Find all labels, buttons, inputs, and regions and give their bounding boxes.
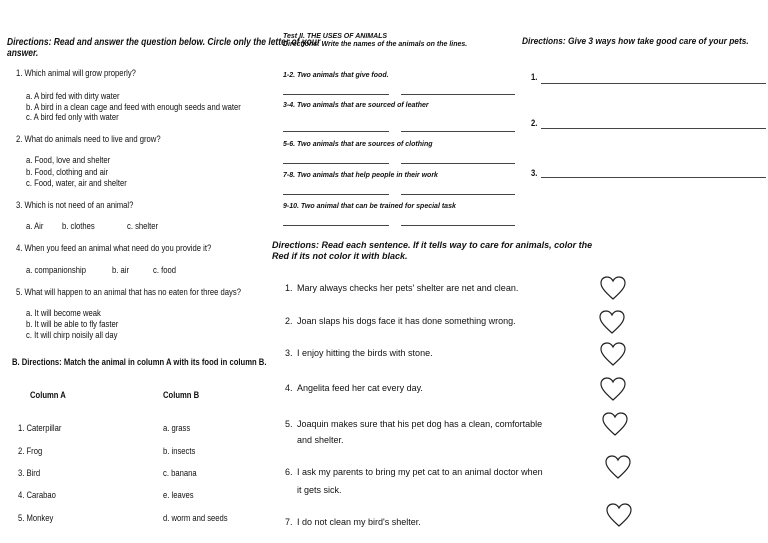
answer-line[interactable] [283, 131, 389, 132]
left-directions-line2: answer. [7, 48, 39, 59]
option-3a: a. Air [26, 221, 44, 231]
test-title: Test II. THE USES OF ANIMALS [283, 33, 388, 40]
answer-line[interactable] [283, 225, 389, 226]
answer-line[interactable] [283, 94, 389, 95]
sentence-number: 4. [285, 383, 293, 393]
column-b-item: e. leaves [163, 490, 194, 500]
test-directions: Directions: Write the names of the animals on the lines. [283, 41, 468, 48]
sentence-text: Joan slaps his dogs face it has done something wrong. [297, 316, 516, 326]
option-2c: c. Food, water, air and shelter [26, 178, 127, 188]
pet-care-number: 2. [531, 118, 538, 128]
column-b-header: Column B [163, 390, 200, 400]
column-a-item: 2. Frog [18, 446, 43, 456]
test-item: 1-2. Two animals that give food. [283, 72, 389, 79]
sentence-text: Mary always checks her pets' shelter are net and clean. [297, 283, 519, 293]
column-a-item: 3. Bird [18, 468, 41, 478]
question-1: 1. Which animal will grow properly? [16, 68, 136, 78]
sentence-number: 2. [285, 316, 293, 326]
question-4: 4. When you feed an animal what need do you provide it? [16, 243, 212, 253]
answer-line[interactable] [401, 194, 515, 195]
heart-outline-icon[interactable] [601, 411, 629, 437]
heart-outline-icon[interactable] [605, 502, 633, 528]
option-1c: c. A bird fed only with water [26, 112, 119, 122]
column-a-item: 4. Carabao [18, 490, 56, 500]
sentence-text: I do not clean my bird's shelter. [297, 517, 421, 527]
heart-outline-icon[interactable] [599, 275, 627, 301]
pet-care-line[interactable] [541, 83, 766, 84]
left-directions: Directions: Read and answer the question below. Circle only the letter of your [7, 37, 321, 48]
sentence-text: I ask my parents to bring my pet cat to an animal doctor when [297, 467, 543, 477]
sentence-text: Angelita feed her cat every day. [297, 383, 423, 393]
sentence-text: I enjoy hitting the birds with stone. [297, 348, 433, 358]
heart-outline-icon[interactable] [599, 376, 627, 402]
option-1a: a. A bird fed with dirty water [26, 91, 120, 101]
question-5: 5. What will happen to an animal that has no eaten for three days? [16, 287, 241, 297]
test-item: 9-10. Two animal that can be trained for special task [283, 203, 456, 210]
sentence-text: Joaquin makes sure that his pet dog has a clean, comfortable [297, 419, 543, 429]
test-item: 5-6. Two animals that are sources of clothing [283, 141, 433, 148]
column-b-item: a. grass [163, 423, 191, 433]
sentence-text-cont: and shelter. [297, 435, 344, 445]
column-b-item: b. insects [163, 446, 196, 456]
option-4a: a. companionship [26, 265, 86, 275]
care-directions: Directions: Read each sentence. If it tells way to care for animals, color the [272, 240, 593, 250]
sentence-number: 1. [285, 283, 293, 293]
answer-line[interactable] [401, 225, 515, 226]
heart-outline-icon[interactable] [599, 341, 627, 367]
pet-care-number: 1. [531, 72, 538, 82]
column-b-item: d. worm and seeds [163, 513, 228, 523]
option-5b: b. It will be able to fly faster [26, 319, 119, 329]
question-2: 2. What do animals need to live and grow? [16, 134, 161, 144]
heart-outline-icon[interactable] [598, 309, 626, 335]
sentence-text-cont: it gets sick. [297, 485, 342, 495]
answer-line[interactable] [401, 163, 515, 164]
column-a-item: 5. Monkey [18, 513, 54, 523]
option-2b: b. Food, clothing and air [26, 167, 109, 177]
sentence-number: 6. [285, 467, 293, 477]
answer-line[interactable] [401, 131, 515, 132]
heart-outline-icon[interactable] [604, 454, 632, 480]
pet-care-number: 3. [531, 168, 538, 178]
option-4b: b. air [112, 265, 130, 275]
sentence-number: 5. [285, 419, 293, 429]
answer-line[interactable] [283, 163, 389, 164]
column-a-item: 1. Caterpillar [18, 423, 62, 433]
option-5a: a. It will become weak [26, 308, 101, 318]
column-b-item: c. banana [163, 468, 197, 478]
answer-line[interactable] [401, 94, 515, 95]
sentence-number: 7. [285, 517, 293, 527]
option-4c: c. food [153, 265, 176, 275]
sentence-number: 3. [285, 348, 293, 358]
column-a-header: Column A [30, 390, 66, 400]
option-1b: b. A bird in a clean cage and feed with enough seeds and water [26, 102, 241, 112]
option-3b: b. clothes [62, 221, 95, 231]
test-item: 3-4. Two animals that are sourced of leather [283, 102, 429, 109]
pets-directions: Directions: Give 3 ways how take good care of your pets. [522, 36, 749, 47]
pet-care-line[interactable] [541, 128, 766, 129]
part-b-directions: B. Directions: Match the animal in column A with its food in column B. [12, 357, 267, 367]
option-3c: c. shelter [127, 221, 159, 231]
option-2a: a. Food, love and shelter [26, 155, 111, 165]
care-directions-line2: Red if its not color it with black. [272, 251, 408, 261]
pet-care-line[interactable] [541, 177, 766, 178]
question-3: 3. Which is not need of an animal? [16, 200, 134, 210]
answer-line[interactable] [283, 194, 389, 195]
option-5c: c. It will chirp noisily all day [26, 330, 118, 340]
test-item: 7-8. Two animals that help people in their work [283, 172, 438, 179]
